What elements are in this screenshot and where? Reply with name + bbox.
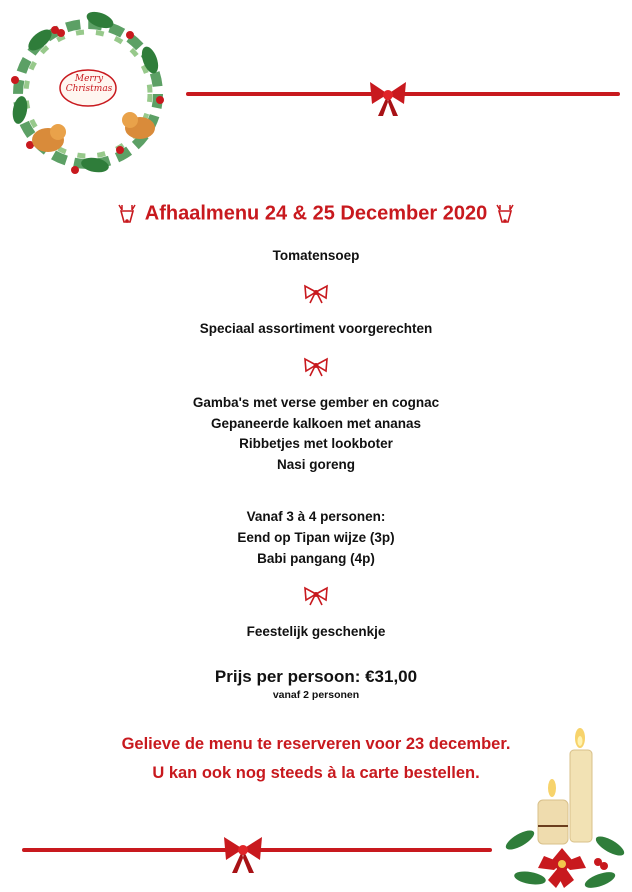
price-note: vanaf 2 personen xyxy=(272,689,360,701)
starters-course: Speciaal assortiment voorgerechten xyxy=(199,321,433,336)
bow-icon xyxy=(303,284,329,304)
a-la-carte-note: U kan ook nog steeds à la carte bestellen. xyxy=(152,764,480,782)
soup-course: Tomatensoep xyxy=(272,248,360,263)
bow-icon xyxy=(303,357,329,377)
group-dish: Babi pangang (4p) xyxy=(257,551,375,566)
main-dish: Gepaneerde kalkoen met ananas xyxy=(210,416,422,431)
merry-christmas-badge: Merry Christmas xyxy=(65,74,113,94)
group-heading: Vanaf 3 à 4 personen: xyxy=(246,509,386,524)
main-dish: Nasi goreng xyxy=(276,457,355,472)
gift-item: Feestelijk geschenkje xyxy=(246,624,386,639)
group-dish: Eend op Tipan wijze (3p) xyxy=(237,530,395,545)
bottom-bow-icon xyxy=(220,833,266,875)
main-dish: Gamba's met verse gember en cognac xyxy=(192,395,440,410)
price-label: Prijs per persoon: €31,00 xyxy=(214,667,418,686)
menu-title-row xyxy=(0,202,632,226)
bow-icon xyxy=(303,586,329,606)
candle-decoration xyxy=(500,728,630,890)
christmas-wreath xyxy=(0,0,180,190)
menu-title: Afhaalmenu 24 & 25 December 2020 xyxy=(144,202,488,225)
reindeer-icon xyxy=(493,202,517,226)
reindeer-icon xyxy=(115,202,139,226)
main-dish: Ribbetjes met lookboter xyxy=(239,436,393,451)
top-bow-icon xyxy=(366,78,410,118)
reservation-note: Gelieve de menu te reserveren voor 23 december. xyxy=(121,735,511,753)
